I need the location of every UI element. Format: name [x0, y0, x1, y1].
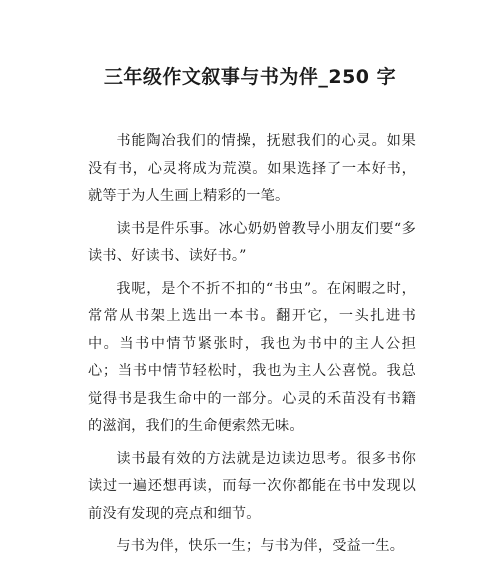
document-body [88, 128, 416, 566]
paragraph-3: 我呢，是个不折不扣的“书虫”。在闲暇之时，常常从书架上选出一本书。翻开它，一头扎进书中。当书中情节紧张时，我也为书中的主人公担心；当书中情节轻松时，我也为主人公喜悦。我总觉得书是我生命中的一部分。心灵的禾苗没有书籍的滋润，我们的生命便索然无味。 [88, 280, 416, 434]
document-title: 三年级作文叙事与书为伴_250 字 [103, 66, 397, 88]
paragraph-1: 书能陶冶我们的情操，抚慰我们的心灵。如果没有书，心灵将成为荒漠。如果选择了一本好书，就等于为人生画上精彩的一笔。 [88, 133, 416, 204]
paragraph-2: 读书是件乐事。冰心奶奶曾教导小朋友们要“多读书、好读书、读好书。” [88, 220, 416, 264]
paragraph-5: 与书为伴，快乐一生；与书为伴，受益一生。 [116, 538, 405, 554]
paragraph-4: 读书最有效的方法就是边读边思考。很多书你读过一遍还想再读，而每一次你都能在书中发现以前没有发现的亮点和细节。 [88, 450, 416, 522]
